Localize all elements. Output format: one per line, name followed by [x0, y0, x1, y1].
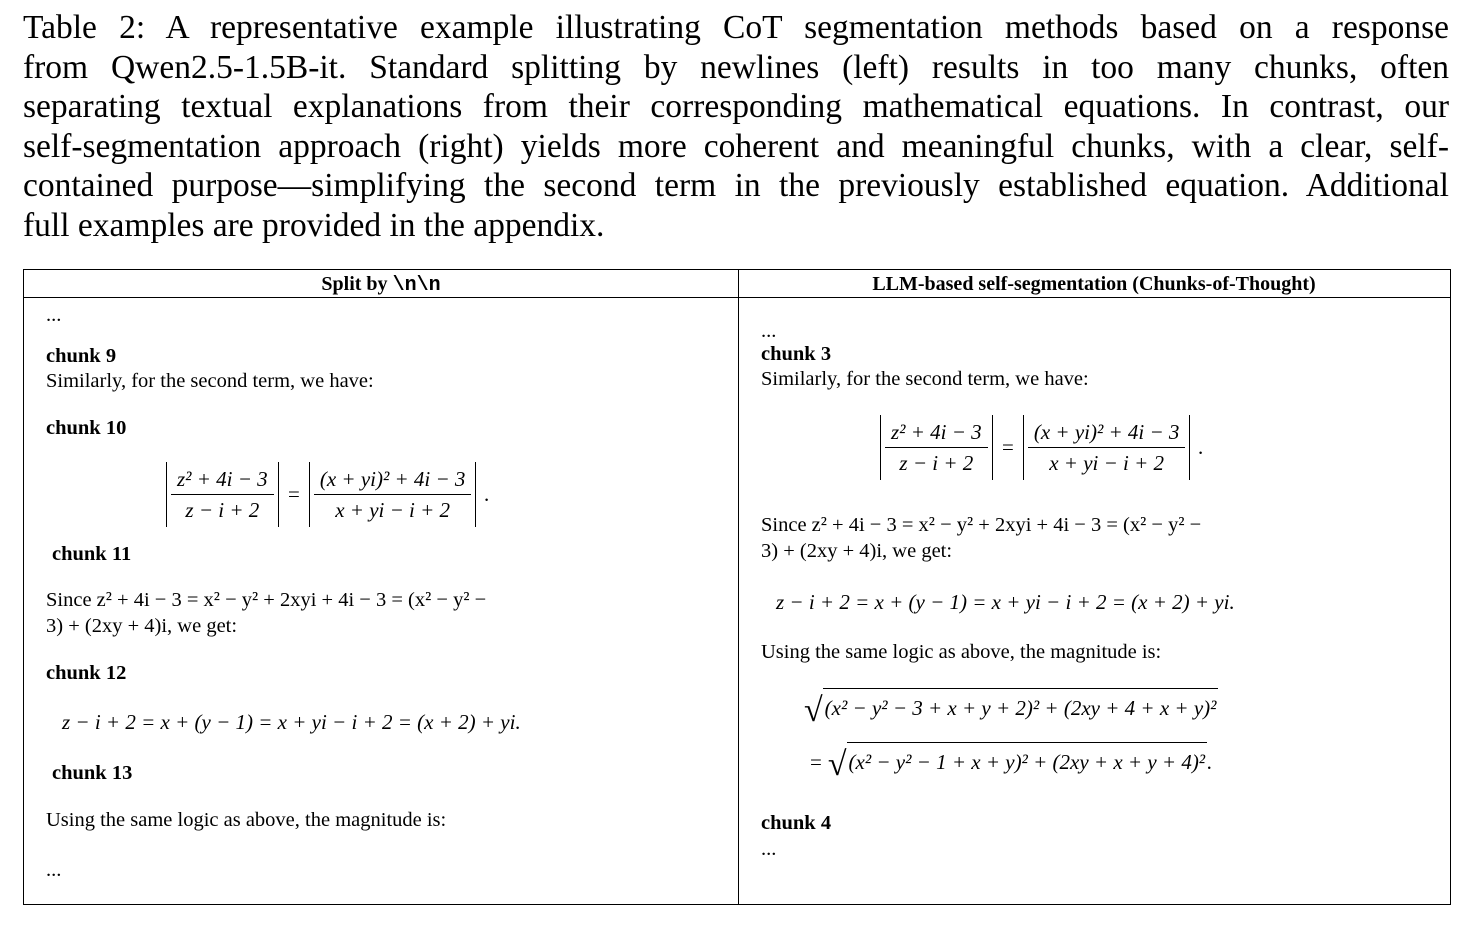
left-abs-frac-2: [309, 462, 477, 527]
right-chunk-3-label: chunk 3: [761, 343, 832, 365]
right-abs-frac-1: [880, 415, 993, 480]
right-logic-text: Using the same logic as above, the magnitude is:: [761, 641, 1162, 663]
left-chunk-12-label: chunk 12: [46, 662, 127, 684]
caption-line-1: Table 2: A representative example illustrating CoT segmentation methods based on a response: [23, 9, 1449, 46]
right-equals: =: [1000, 435, 1015, 459]
left-abs-frac-1: [166, 462, 279, 527]
left-chunk-11-line-2: 3) + (2xy + 4)i, we get:: [46, 615, 238, 637]
sqrt-1-radicand: (x² − y² − 3 + x + y + 2)² + (2xy + 4 + x + y)²: [823, 688, 1219, 726]
left-equals: =: [286, 482, 301, 506]
left-header-label: Split by: [321, 273, 388, 295]
caption-line-5: contained purpose—simplifying the second term in the previously established equation. Additional: [23, 167, 1449, 204]
left-chunk-10-equation: [166, 462, 498, 527]
header-divider: [24, 297, 1450, 298]
left-period: .: [484, 482, 490, 506]
right-since-line-2: 3) + (2xy + 4)i, we get:: [761, 540, 953, 562]
left-chunk-13-text: Using the same logic as above, the magnitude is:: [46, 809, 447, 831]
left-ellipsis-top: ...: [46, 304, 62, 326]
right-column-header: LLM-based self-segmentation (Chunks-of-Thought): [872, 273, 1316, 295]
left-frac-2-denominator: x + yi − i + 2: [335, 498, 451, 522]
right-sqrt-line-1: [804, 688, 1218, 729]
right-frac-2-denominator: x + yi − i + 2: [1049, 451, 1165, 475]
right-chunk-3-equation: [880, 415, 1212, 480]
caption-line-6: full examples are provided in the appendix.: [23, 206, 605, 244]
left-frac-2-numerator: (x + yi)² + 4i − 3: [314, 464, 472, 495]
right-equation-2: z − i + 2 = x + (y − 1) = x + yi − i + 2 = (x + 2) + yi.: [776, 590, 1235, 614]
sqrt-period: .: [1207, 750, 1213, 774]
left-chunk-9-text: Similarly, for the second term, we have:: [46, 370, 374, 392]
right-sqrt-line-2: [810, 742, 1213, 783]
right-frac-1-numerator: z² + 4i − 3: [885, 417, 988, 448]
column-divider: [738, 270, 739, 904]
left-chunk-9-label: chunk 9: [46, 345, 117, 367]
sqrt-symbol-2: √: [827, 746, 847, 783]
right-frac-2-numerator: (x + yi)² + 4i − 3: [1028, 417, 1186, 448]
left-ellipsis-bottom: ...: [46, 859, 62, 881]
right-chunk-4-label: chunk 4: [761, 812, 832, 834]
right-abs-frac-2: [1023, 415, 1191, 480]
left-chunk-11-label: chunk 11: [52, 543, 132, 565]
sqrt-symbol-1: √: [804, 692, 823, 729]
right-period: .: [1198, 435, 1204, 459]
sqrt-equals: =: [810, 750, 822, 774]
right-ellipsis-top: ...: [761, 320, 777, 342]
left-header-code: \n\n: [392, 274, 441, 297]
caption-line-2: from Qwen2.5-1.5B-it. Standard splitting by newlines (left) results in too many chunks, often: [23, 48, 1449, 86]
caption-line-4: self-segmentation approach (right) yields more coherent and meaningful chunks, with a clear, self-: [23, 127, 1449, 165]
table-caption: [23, 8, 1449, 245]
left-chunk-12-equation: z − i + 2 = x + (y − 1) = x + yi − i + 2 = (x + 2) + yi.: [62, 710, 521, 734]
right-frac-1-denominator: z − i + 2: [899, 451, 974, 475]
left-frac-1-numerator: z² + 4i − 3: [171, 464, 274, 495]
right-since-line-1: Since z² + 4i − 3 = x² − y² + 2xyi + 4i − 3 = (x² − y² −: [761, 514, 1202, 536]
sqrt-2-radicand: (x² − y² − 1 + x + y)² + (2xy + x + y + 4)²: [847, 742, 1208, 780]
left-chunk-10-label: chunk 10: [46, 417, 127, 439]
comparison-table: [23, 269, 1451, 905]
right-chunk-3-text: Similarly, for the second term, we have:: [761, 368, 1089, 390]
caption-line-3: separating textual explanations from their corresponding mathematical equations. In contrast, our: [23, 88, 1449, 125]
left-chunk-11-line-1: Since z² + 4i − 3 = x² − y² + 2xyi + 4i − 3 = (x² − y² −: [46, 589, 487, 611]
left-chunk-13-label: chunk 13: [52, 762, 133, 784]
left-column-header: [24, 271, 738, 297]
left-frac-1-denominator: z − i + 2: [185, 498, 260, 522]
right-ellipsis-bottom: ...: [761, 838, 777, 860]
